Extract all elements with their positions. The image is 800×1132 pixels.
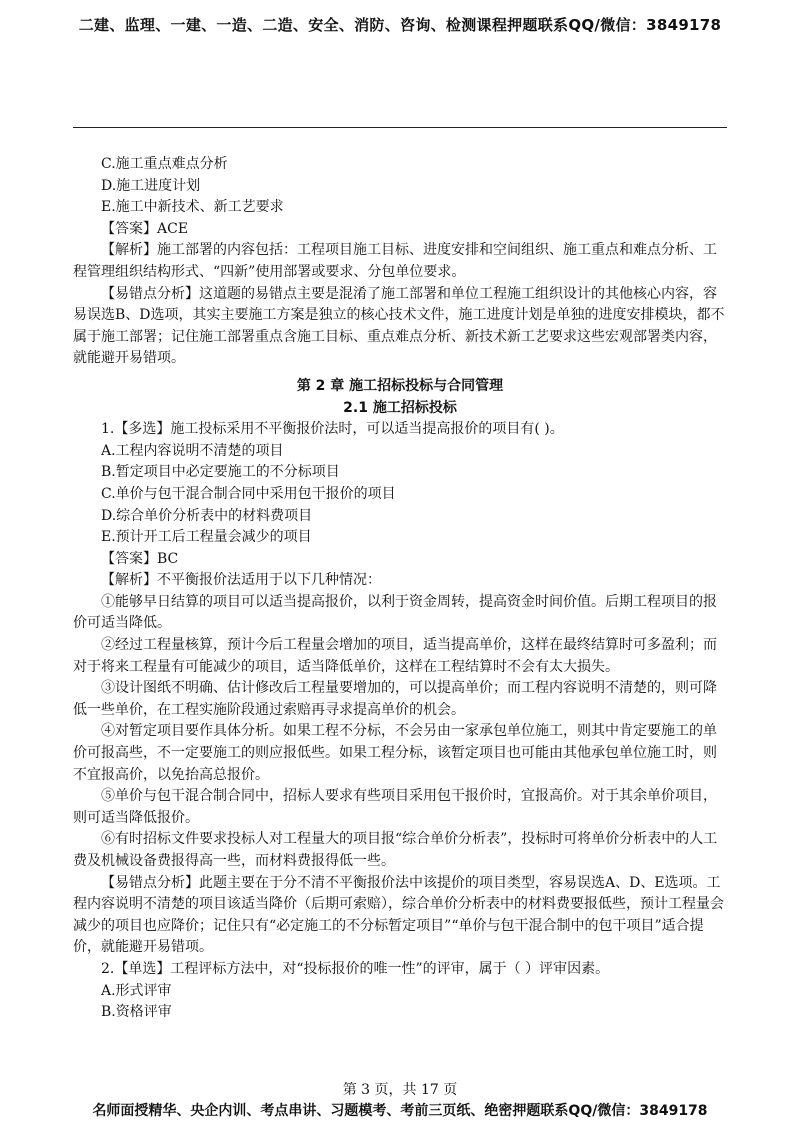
paragraph: D.施工进度计划 (101, 177, 201, 194)
paragraph: C.施工重点难点分析 (101, 156, 228, 172)
paragraph: ①能够早日结算的项目可以适当提高报价，以利于资金周转，提高资金时间价值。后期工程项目的报价可适当降低。 (73, 593, 717, 632)
paragraph: A.工程内容说明不清楚的项目 (101, 442, 284, 459)
paragraph: 【答案】ACE (101, 220, 189, 237)
paragraph: 1.【多选】施工投标采用不平衡报价法时，可以适当提高报价的项目有( )。 (101, 421, 564, 438)
section-heading: 2.1 施工招标投标 (343, 399, 457, 416)
paragraph: ⑤单价与包干混合制合同中，招标人要求有些项目采用包干报价时，宜报高价。对于其余单价项目，则可适当降低报价。 (73, 788, 717, 826)
paragraph: E.施工中新技术、新工艺要求 (101, 199, 284, 216)
document-body (73, 154, 727, 1024)
paragraph: 【解析】施工部署的内容包括：工程项目施工目标、进度安排和空间组织、施工重点和难点分析、工程管理组织结构形式、“四新”使用部署或要求、分包单位要求。 (73, 242, 717, 280)
section-heading: 第 2 章 施工招标投标与合同管理 (296, 377, 504, 394)
paragraph: ③设计图纸不明确、估计修改后工程量要增加的，可以提高单价；而工程内容说明不清楚的，则可降低一些单价，在工程实施阶段通过索赔再寻求提高单价的机会。 (73, 680, 717, 718)
footer-ad: 名师面授精华、央企内训、考点串讲、习题模考、考前三页纸、绝密押题联系QQ/微信：3849178 (92, 1103, 708, 1119)
paragraph: 【易错点分析】这道题的易错点主要是混淆了施工部署和单位工程施工组织设计的其他核心内容，容易误选B、D选项，其实主要施工方案是独立的核心技术文件，施工进度计划是单独的进度安排模块，都不属于施工部署；记住施工部署重点含施工目标、重点难点分析、新技术新工艺要求这些宏观部署类内容，就能避开易错项。 (73, 285, 725, 367)
paragraph: B.资格评审 (101, 1004, 172, 1021)
paragraph: A.形式评审 (101, 982, 172, 999)
paragraph: ②经过工程量核算，预计今后工程量会增加的项目，适当提高单价，这样在最终结算时可多盈利；而对于将来工程量有可能减少的项目，适当降低单价，这样在工程结算时不会有太大损失。 (73, 637, 717, 675)
paragraph: 【答案】BC (101, 550, 179, 567)
paragraph: E.预计开工后工程量会减少的项目 (101, 529, 312, 546)
header-divider (73, 127, 727, 128)
paragraph: B.暂定项目中必定要施工的不分标项目 (101, 464, 340, 481)
paragraph: ⑥有时招标文件要求投标人对工程量大的项目报“综合单价分析表”，投标时可将单价分析表中的人工费及机械设备费报得高一些，而材料费报得低一些。 (73, 831, 718, 869)
paragraph: ④对暂定项目要作具体分析。如果工程不分标，不会另由一家承包单位施工，则其中肯定要施工的单价可报高些，不一定要施工的则应报低些。如果工程分标，该暂定项目也可能由其他承包单位施工时，则不宜报高价，以免抬高总报价。 (73, 723, 717, 783)
paragraph: C.单价与包干混合制合同中采用包干报价的项目 (101, 485, 396, 502)
page-header: 二建、监理、一建、一造、二造、安全、消防、咨询、检测课程押题联系QQ/微信：3849178 (78, 16, 722, 34)
page-number: 第 3 页，共 17 页 (342, 1082, 458, 1098)
paragraph: 【解析】不平衡报价法适用于以下几种情况： (101, 572, 381, 589)
paragraph: 2.【单选】工程评标方法中，对“投标报价的唯一性”的评审，属于（ ）评审因素。 (101, 960, 610, 977)
paragraph: 【易错点分析】此题主要在于分不清不平衡报价法中该提价的项目类型，容易误选A、D、E选项。工程内容说明不清楚的项目该适当降价（后期可索赔），综合单价分析表中的材料费要报低些，预计工程量会减少的项目也应降价；记住只有“必定施工的不分标暂定项目”“单价与包干混合制中的包干项目”适合提价，就能避开易错项。 (73, 874, 724, 956)
paragraph: D.综合单价分析表中的材料费项目 (101, 507, 313, 524)
